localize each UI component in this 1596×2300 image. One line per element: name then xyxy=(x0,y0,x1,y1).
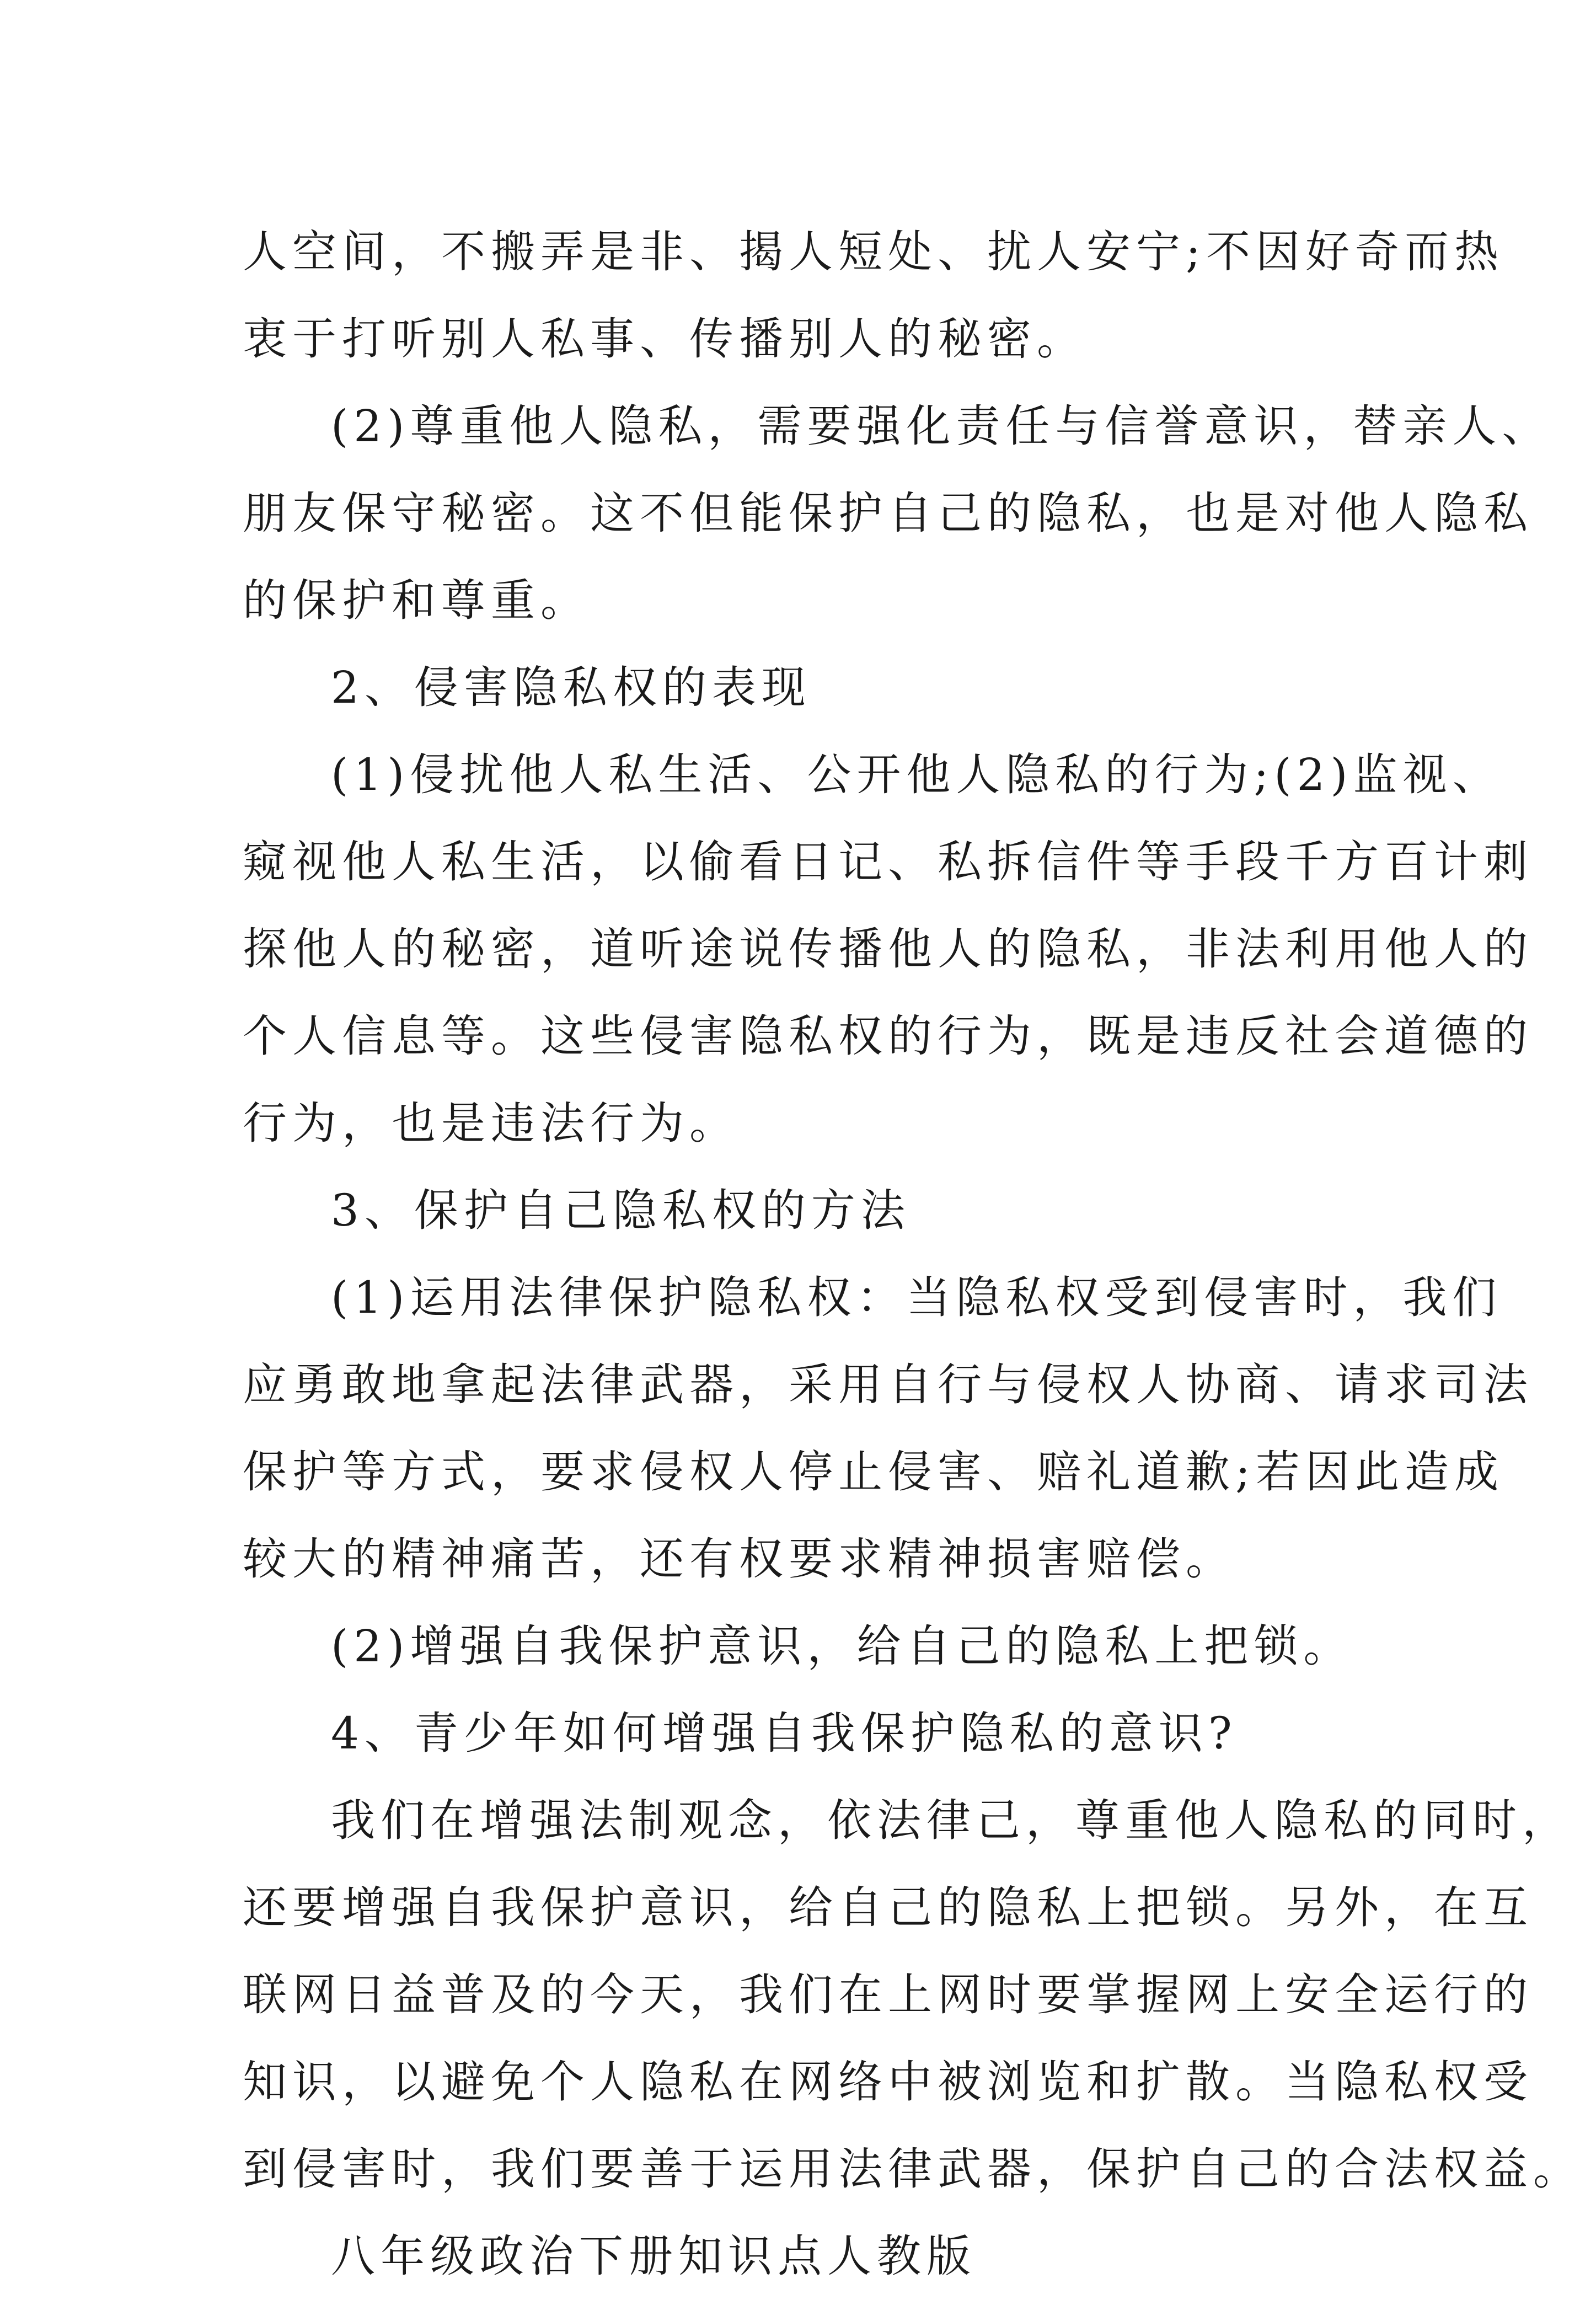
paragraph-first-line: 2、侵害隐私权的表现 xyxy=(331,662,811,713)
text-line: 到侵害时，我们要善于运用法律武器，保护自己的合法权益。 xyxy=(243,2143,1583,2195)
paragraph-first-line: 4、青少年如何增强自我保护隐私的意识? xyxy=(331,1708,1238,1759)
text-line: 知识，以避免个人隐私在网络中被浏览和扩散。当隐私权受 xyxy=(243,2056,1533,2108)
document-body xyxy=(243,208,1583,2300)
paragraph-first-line: (2)尊重他人隐私，需要强化责任与信誉意识，替亲人、 xyxy=(331,400,1552,452)
text-line: 应勇敢地拿起法律武器，采用自行与侵权人协商、请求司法 xyxy=(243,1359,1533,1410)
text-line: 行为，也是违法行为。 xyxy=(243,1098,739,1149)
text-line: 联网日益普及的今天，我们在上网时要掌握网上安全运行的 xyxy=(243,1969,1533,2020)
text-line: 保护等方式，要求侵权人停止侵害、赔礼道歉;若因此造成 xyxy=(243,1446,1504,1497)
paragraph-first-line: 3、保护自己隐私权的方法 xyxy=(331,1185,911,1236)
text-line: 衷于打听别人私事、传播别人的秘密。 xyxy=(243,313,1086,365)
text-line: 较大的精神痛苦，还有权要求精神损害赔偿。 xyxy=(243,1533,1235,1585)
paragraph-first-line: 八年级政治下册知识点人教版 xyxy=(331,2231,976,2282)
text-line: 个人信息等。这些侵害隐私权的行为，既是违反社会道德的 xyxy=(243,1010,1533,1062)
paragraph-first-line: (1)侵扰他人私生活、公开他人隐私的行为;(2)监视、 xyxy=(331,749,1502,800)
paragraph-first-line: (2)增强自我保护意识，给自己的隐私上把锁。 xyxy=(331,1620,1353,1672)
text-line: 的保护和尊重。 xyxy=(243,575,590,626)
text-line: 人空间，不搬弄是非、揭人短处、扰人安宁;不因好奇而热 xyxy=(243,226,1504,277)
text-line: 还要增强自我保护意识，给自己的隐私上把锁。另外，在互 xyxy=(243,1882,1533,1933)
paragraph-first-line: 我们在增强法制观念，依法律己，尊重他人隐私的同时， xyxy=(331,1795,1572,1846)
text-line: 探他人的秘密，道听途说传播他人的隐私，非法利用他人的 xyxy=(243,923,1533,975)
text-line: 朋友保守秘密。这不但能保护自己的隐私，也是对他人隐私 xyxy=(243,488,1533,539)
text-line: 窥视他人私生活，以偷看日记、私拆信件等手段千方百计刺 xyxy=(243,836,1533,887)
paragraph-first-line: (1)运用法律保护隐私权：当隐私权受到侵害时，我们 xyxy=(331,1272,1502,1323)
